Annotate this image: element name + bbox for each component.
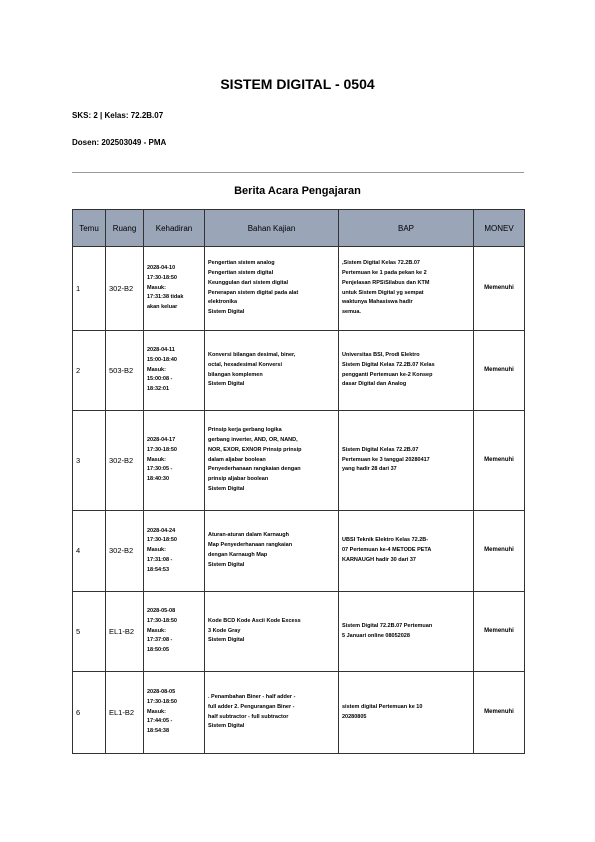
cell-bahan-kajian <box>205 411 339 511</box>
cell-kehadiran-line: 18:40:30 <box>147 476 170 483</box>
cell-kehadiran-line: 18:32:01 <box>147 386 170 393</box>
cell-bahan-kajian <box>205 672 339 754</box>
cell-bahan-kajian-line: 3 Kode Gray <box>208 627 241 634</box>
cell-kehadiran-line: 17:30-18:50 <box>147 446 177 453</box>
cell-bap-line: Pertemuan ke 1 pada pekan ke 2 <box>342 269 427 276</box>
cell-kehadiran-line: akan keluar <box>147 304 178 311</box>
table-header-row <box>73 210 525 247</box>
cell-kehadiran-line: 17:30-18:50 <box>147 274 177 281</box>
cell-bap-line: Penjelasan RPS\Silabus dan KTM <box>342 279 430 286</box>
teaching-report-table <box>72 209 525 754</box>
divider <box>72 172 524 173</box>
table-row <box>73 411 525 511</box>
cell-bahan-kajian-line: Pengertian sistem analog <box>208 260 275 267</box>
cell-bap-line: 20280805 <box>342 713 367 720</box>
cell-bahan-kajian-line: Penerapan sistem digital pada alat <box>208 289 299 296</box>
header-temu: Temu <box>73 210 106 247</box>
cell-kehadiran-line: 17:30-18:50 <box>147 698 177 705</box>
cell-bahan-kajian-line: Konversi bilangan desimal, biner, <box>208 351 296 358</box>
cell-kehadiran-line: Masuk: <box>147 284 166 291</box>
cell-bahan-kajian-line: dengan Karnaugh Map <box>208 552 268 558</box>
cell-bahan-kajian-line: Pengertian sistem digital <box>208 269 274 276</box>
cell-temu: 3 <box>73 411 106 511</box>
cell-monev: Memenuhi <box>474 672 525 754</box>
table-row <box>73 247 525 331</box>
cell-bap-line: pengganti Pertemuan ke-2 Konsep <box>342 371 433 378</box>
cell-kehadiran-line: 17:31:38 tidak <box>147 294 184 301</box>
cell-bahan-kajian <box>205 592 339 672</box>
cell-kehadiran-line: 17:30-18:50 <box>147 617 177 624</box>
cell-kehadiran-line: Masuk: <box>147 456 166 463</box>
header-ruang: Ruang <box>106 210 144 247</box>
cell-bap-line: ,Sistem Digital Kelas 72.2B.07 <box>342 260 420 267</box>
page-title: SISTEM DIGITAL - 0504 <box>220 76 375 92</box>
table-row <box>73 672 525 754</box>
cell-kehadiran-line: 2028-04-10 <box>147 265 176 271</box>
cell-monev: Memenuhi <box>474 411 525 511</box>
cell-kehadiran-line: 2028-04-17 <box>147 437 176 443</box>
cell-bahan-kajian-line: Sistem Digital <box>208 637 245 644</box>
cell-bap-line: KARNAUGH hadir 30 dari 37 <box>342 556 416 563</box>
cell-monev: Memenuhi <box>474 592 525 672</box>
cell-bap-line: Sistem Digital 72.2B.07 Pertemuan <box>342 622 433 629</box>
cell-bap-line: 5 Januari online 08052028 <box>342 632 410 639</box>
cell-bap-line: Pertemuan ke 3 tanggal 20280417 <box>342 456 430 463</box>
cell-kehadiran-line: 2028-08-05 <box>147 689 176 695</box>
cell-kehadiran-line: 15:00:08 - <box>147 376 173 383</box>
cell-temu: 6 <box>73 672 106 754</box>
cell-bahan-kajian-line: dalam aljabar boolean <box>208 456 266 463</box>
cell-bahan-kajian-line: Kode BCD Kode Ascii Kode Excess <box>208 617 301 624</box>
cell-bap-line: Sistem Digital Kelas 72.2B.07 Kelas <box>342 361 435 368</box>
cell-bahan-kajian-line: Map Penyederhanaan rangkaian <box>208 542 293 549</box>
cell-ruang: 503-B2 <box>106 331 144 411</box>
cell-bahan-kajian-line: bilangan komplemen <box>208 371 263 378</box>
cell-bahan-kajian-line: Sistem Digital <box>208 309 245 316</box>
cell-kehadiran-line: 18:50:05 <box>147 647 170 654</box>
header-monev: MONEV <box>474 210 525 247</box>
cell-kehadiran <box>144 592 205 672</box>
cell-bahan-kajian-line: octal, hexadesimal Konversi <box>208 361 282 368</box>
cell-temu: 4 <box>73 511 106 592</box>
cell-ruang: EL1-B2 <box>106 672 144 754</box>
cell-kehadiran <box>144 672 205 754</box>
cell-bap <box>339 592 474 672</box>
cell-kehadiran-line: 2028-04-11 <box>147 347 175 353</box>
cell-bahan-kajian-line: . Penambahan Biner - half adder - <box>208 693 296 700</box>
table-row <box>73 592 525 672</box>
cell-ruang: 302-B2 <box>106 511 144 592</box>
cell-kehadiran-line: Masuk: <box>147 627 166 634</box>
cell-kehadiran-line: 17:31:08 - <box>147 556 173 563</box>
cell-bap-line: 07 Pertemuan ke-4 METODE PETA <box>342 547 432 554</box>
cell-kehadiran-line: 18:54:53 <box>147 566 170 573</box>
cell-bap-line: yang hadir 28 dari 37 <box>342 466 397 473</box>
cell-bahan-kajian-line: gerbang inverter, AND, OR, NAND, <box>208 437 298 443</box>
cell-kehadiran-line: 17:30-18:50 <box>147 537 177 544</box>
cell-kehadiran <box>144 331 205 411</box>
cell-kehadiran <box>144 511 205 592</box>
section-title: Berita Acara Pengajaran <box>234 185 361 197</box>
cell-ruang: EL1-B2 <box>106 592 144 672</box>
cell-bap-line: untuk Sistem Digital yg sempat <box>342 289 424 296</box>
cell-monev: Memenuhi <box>474 247 525 331</box>
cell-bap-line: dasar Digital dan Analog <box>342 381 407 388</box>
cell-bap-line: Universitas BSI, Prodi Elektro <box>342 351 420 358</box>
cell-kehadiran-line: 2028-04-24 <box>147 527 176 534</box>
cell-bahan-kajian <box>205 247 339 331</box>
cell-temu: 2 <box>73 331 106 411</box>
cell-bahan-kajian <box>205 331 339 411</box>
cell-kehadiran-line: 17:37:08 - <box>147 637 173 644</box>
cell-bahan-kajian-line: Aturan-aturan dalam Karnaugh <box>208 532 289 539</box>
cell-kehadiran-line: Masuk: <box>147 708 166 715</box>
cell-bahan-kajian-line: NOR, EXOR, EXNOR Prinsip prinsip <box>208 446 302 453</box>
cell-kehadiran-line: 15:00-18:40 <box>147 356 177 363</box>
cell-bap-line: Sistem Digital Kelas 72.2B.07 <box>342 446 419 453</box>
cell-bap <box>339 247 474 331</box>
lecturer-info: Dosen: 202503049 - PMA <box>72 138 167 147</box>
cell-kehadiran-line: 18:54:38 <box>147 728 170 735</box>
cell-bahan-kajian-line: half subtractor - full subtractor <box>208 713 289 720</box>
cell-kehadiran-line: 17:44:05 - <box>147 718 173 725</box>
table-row <box>73 331 525 411</box>
cell-bahan-kajian-line: Sistem Digital <box>208 561 245 568</box>
cell-bahan-kajian-line: Penyederhanaan rangkaian dengan <box>208 466 301 473</box>
cell-kehadiran-line: 2028-05-08 <box>147 608 176 614</box>
cell-kehadiran <box>144 411 205 511</box>
cell-bap <box>339 411 474 511</box>
cell-bahan-kajian-line: prinsip aljabar boolean <box>208 476 269 483</box>
cell-bap-line: semua. <box>342 309 361 316</box>
cell-bahan-kajian-line: full adder 2. Pengurangan Biner - <box>208 703 295 710</box>
table-row <box>73 511 525 592</box>
cell-bahan-kajian <box>205 511 339 592</box>
cell-bap <box>339 511 474 592</box>
cell-bahan-kajian-line: Prinsip kerja gerbang logika <box>208 427 282 434</box>
cell-monev: Memenuhi <box>474 511 525 592</box>
cell-kehadiran <box>144 247 205 331</box>
header-bahan-kajian: Bahan Kajian <box>205 210 339 247</box>
cell-bahan-kajian-line: Sistem Digital <box>208 723 245 730</box>
cell-monev: Memenuhi <box>474 331 525 411</box>
cell-ruang: 302-B2 <box>106 247 144 331</box>
cell-bahan-kajian-line: Keunggulan dari sistem digital <box>208 279 289 286</box>
header-kehadiran: Kehadiran <box>144 210 205 247</box>
cell-bap <box>339 672 474 754</box>
cell-kehadiran-line: Masuk: <box>147 547 166 554</box>
cell-temu: 1 <box>73 247 106 331</box>
cell-bap-line: waktunya Mahasiswa hadir <box>342 299 413 306</box>
cell-kehadiran-line: 17:30:05 - <box>147 466 173 473</box>
cell-bap <box>339 331 474 411</box>
header-bap: BAP <box>339 210 474 247</box>
cell-bap-line: sistem digital Pertemuan ke 10 <box>342 703 423 710</box>
cell-bahan-kajian-line: Sistem Digital <box>208 381 245 388</box>
cell-kehadiran-line: Masuk: <box>147 366 166 373</box>
cell-bap-line: UBSI Teknik Elektro Kelas 72.2B- <box>342 537 429 544</box>
cell-bahan-kajian-line: elektronika <box>208 299 238 306</box>
cell-ruang: 302-B2 <box>106 411 144 511</box>
course-info: SKS: 2 | Kelas: 72.2B.07 <box>72 111 164 120</box>
cell-temu: 5 <box>73 592 106 672</box>
cell-bahan-kajian-line: Sistem Digital <box>208 485 245 492</box>
